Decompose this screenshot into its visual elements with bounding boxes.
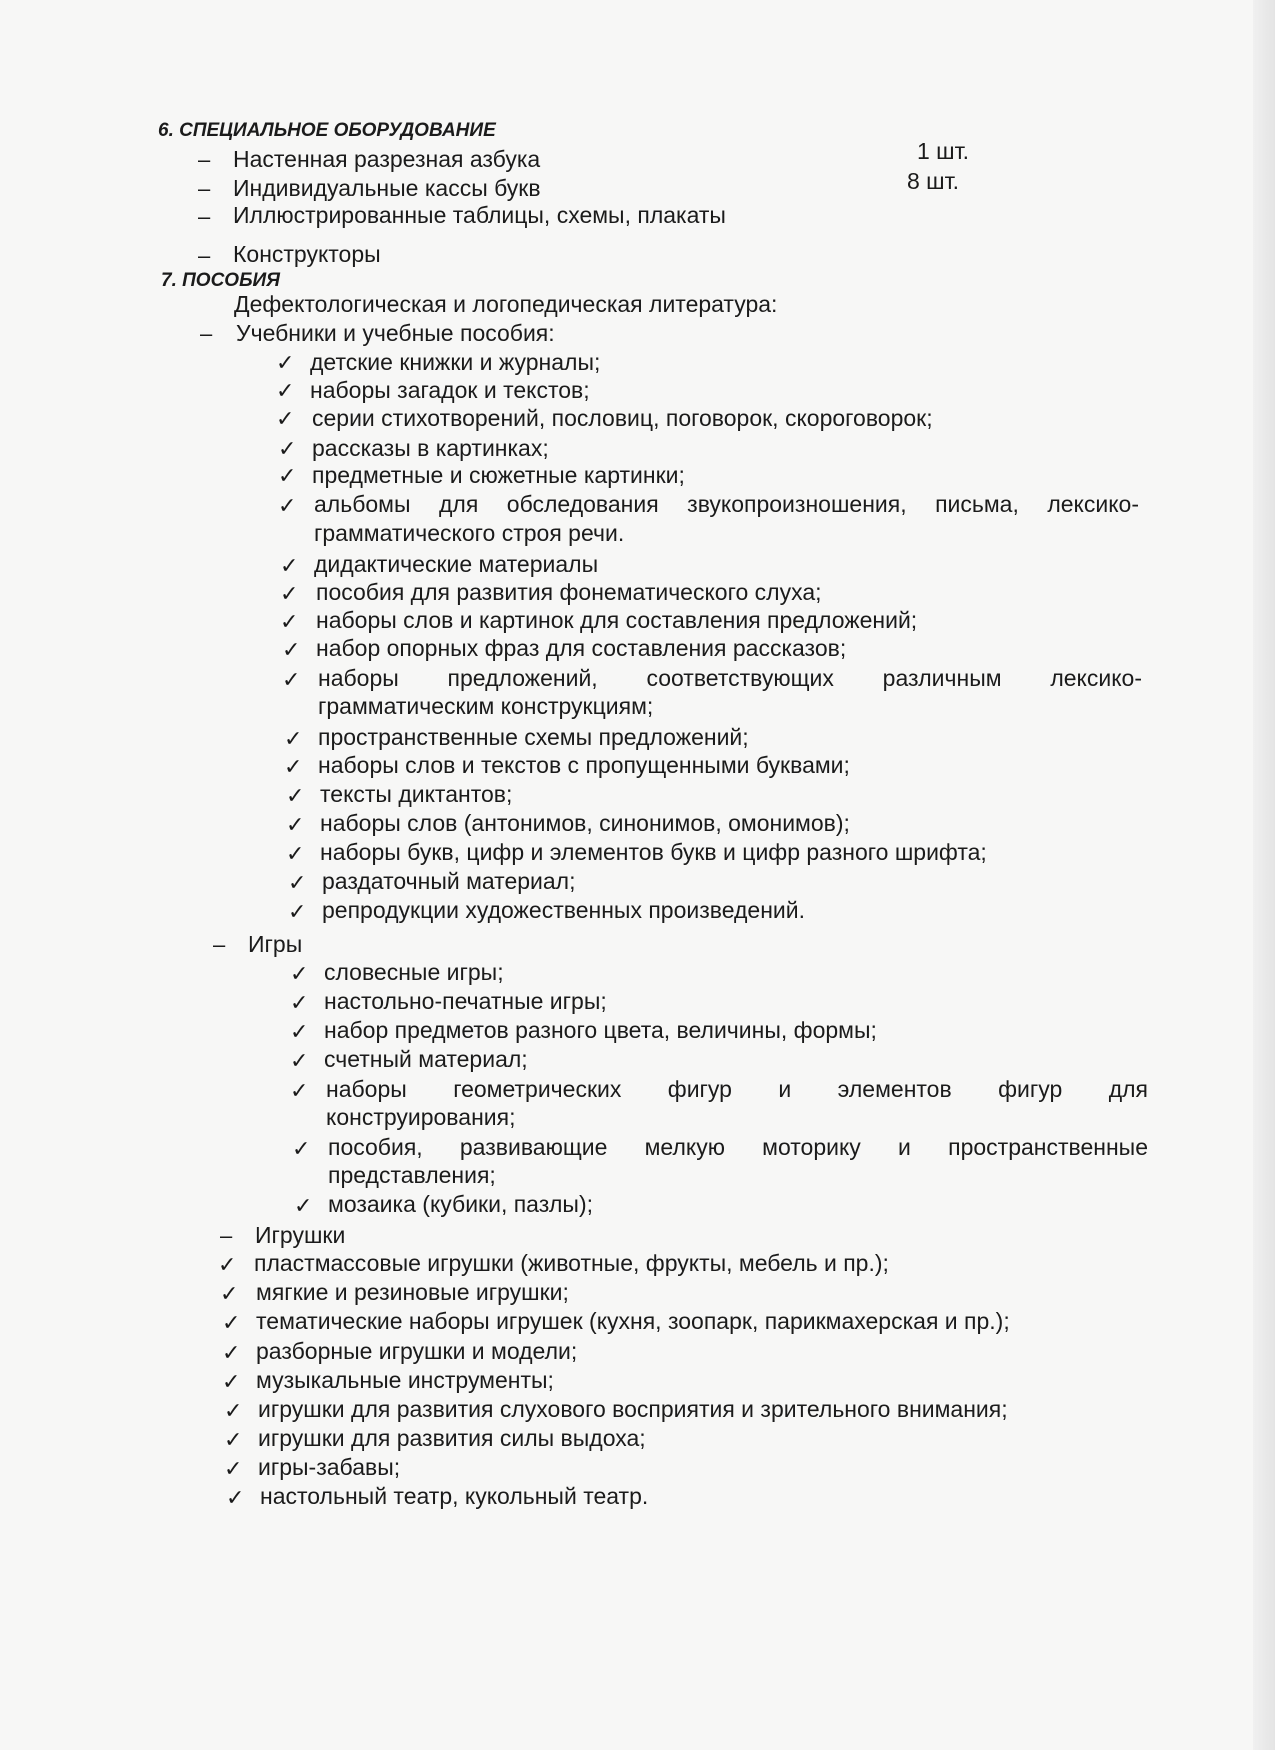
toy-item: мягкие и резиновые игрушки; — [256, 1279, 569, 1305]
textbook-item: репродукции художественных произведений. — [322, 897, 806, 923]
textbook-item: наборы слов (антонимов, синонимов, омонимов); — [320, 810, 850, 836]
check-bullet: ✓ — [282, 667, 301, 692]
check-bullet: ✓ — [286, 841, 305, 866]
textbook-item: рассказы в картинках; — [312, 435, 549, 461]
game-item: пособия, развивающие мелкую моторику и пространственные — [328, 1134, 1148, 1160]
toy-item: настольный театр, кукольный театр. — [260, 1483, 649, 1509]
game-item-continuation: представления; — [328, 1162, 496, 1188]
game-item: словесные игры; — [324, 959, 504, 985]
textbook-item: набор опорных фраз для составления рассказов; — [316, 635, 847, 661]
dash-bullet: – — [200, 321, 213, 346]
textbook-item: раздаточный материал; — [322, 868, 576, 894]
dash-bullet: – — [198, 176, 211, 201]
textbook-item: наборы слов и картинок для составления предложений; — [316, 607, 918, 633]
game-item: наборы геометрических фигур и элементов фигур для — [326, 1076, 1148, 1102]
textbook-item: альбомы для обследования звукопроизношения, письма, лексико- — [314, 491, 1139, 517]
check-bullet: ✓ — [222, 1340, 241, 1365]
game-item-continuation: конструирования; — [326, 1104, 516, 1130]
dash-bullet: – — [198, 204, 211, 229]
check-bullet: ✓ — [222, 1310, 241, 1335]
toy-item: игры-забавы; — [258, 1454, 401, 1480]
check-bullet: ✓ — [224, 1398, 243, 1423]
check-bullet: ✓ — [278, 436, 297, 461]
textbook-item: пространственные схемы предложений; — [318, 724, 749, 750]
dash-bullet: – — [213, 932, 226, 957]
check-bullet: ✓ — [290, 1048, 309, 1073]
check-bullet: ✓ — [218, 1252, 237, 1277]
equipment-qty: 1 шт. — [917, 138, 970, 164]
check-bullet: ✓ — [226, 1485, 245, 1510]
check-bullet: ✓ — [280, 553, 299, 578]
check-bullet: ✓ — [276, 350, 295, 375]
check-bullet: ✓ — [282, 637, 301, 662]
check-bullet: ✓ — [288, 899, 307, 924]
textbook-item: дидактические материалы — [314, 551, 599, 577]
equipment-item: Индивидуальные кассы букв — [233, 175, 541, 201]
toy-item: тематические наборы игрушек (кухня, зоопарк, парикмахерская и пр.); — [256, 1308, 1010, 1334]
toy-item: пластмассовые игрушки (животные, фрукты, мебель и пр.); — [254, 1250, 889, 1276]
check-bullet: ✓ — [280, 581, 299, 606]
check-bullet: ✓ — [284, 726, 303, 751]
equipment-item: Настенная разрезная азбука — [233, 146, 541, 172]
check-bullet: ✓ — [224, 1456, 243, 1481]
textbook-item: тексты диктантов; — [320, 781, 513, 807]
check-bullet: ✓ — [276, 378, 295, 403]
textbook-item-continuation: грамматического строя речи. — [314, 520, 625, 546]
textbook-item: наборы слов и текстов с пропущенными буквами; — [318, 752, 850, 778]
equipment-item: Конструкторы — [233, 241, 381, 267]
check-bullet: ✓ — [278, 493, 297, 518]
check-bullet: ✓ — [292, 1136, 311, 1161]
textbook-item: серии стихотворений, пословиц, поговорок, скороговорок; — [312, 405, 933, 431]
game-item: счетный материал; — [324, 1046, 528, 1072]
dash-bullet: – — [220, 1223, 233, 1248]
check-bullet: ✓ — [286, 783, 305, 808]
equipment-qty: 8 шт. — [907, 168, 960, 194]
check-bullet: ✓ — [220, 1281, 239, 1306]
section-6-title: 6. СПЕЦИАЛЬНОЕ ОБОРУДОВАНИЕ — [158, 120, 496, 141]
textbook-item: наборы букв, цифр и элементов букв и цифр разного шрифта; — [320, 839, 987, 865]
dash-bullet: – — [198, 243, 211, 268]
page-edge-shadow — [1253, 0, 1275, 1750]
check-bullet: ✓ — [224, 1427, 243, 1452]
toy-item: игрушки для развития силы выдоха; — [258, 1425, 646, 1451]
check-bullet: ✓ — [286, 812, 305, 837]
check-bullet: ✓ — [294, 1193, 313, 1218]
game-item: настольно-печатные игры; — [324, 988, 607, 1014]
textbook-item-continuation: грамматическим конструкциям; — [318, 693, 654, 719]
toys-label: Игрушки — [255, 1222, 346, 1248]
check-bullet: ✓ — [278, 463, 297, 488]
section-7-intro: Дефектологическая и логопедическая литература: — [234, 291, 778, 317]
textbook-item: наборы загадок и текстов; — [310, 377, 590, 403]
check-bullet: ✓ — [280, 609, 299, 634]
toy-item: музыкальные инструменты; — [256, 1367, 554, 1393]
textbook-item: наборы предложений, соответствующих различным лексико- — [318, 665, 1142, 691]
textbook-item: детские книжки и журналы; — [310, 349, 601, 375]
toy-item: игрушки для развития слухового восприятия и зрительного внимания; — [258, 1396, 1008, 1422]
game-item: набор предметов разного цвета, величины, формы; — [324, 1017, 877, 1043]
textbook-item: пособия для развития фонематического слуха; — [316, 579, 822, 605]
game-item: мозаика (кубики, пазлы); — [328, 1191, 594, 1217]
section-7-title: 7. ПОСОБИЯ — [161, 270, 281, 291]
toy-item: разборные игрушки и модели; — [256, 1338, 578, 1364]
check-bullet: ✓ — [290, 1078, 309, 1103]
check-bullet: ✓ — [290, 990, 309, 1015]
check-bullet: ✓ — [288, 870, 307, 895]
check-bullet: ✓ — [290, 961, 309, 986]
dash-bullet: – — [198, 147, 211, 172]
textbook-item: предметные и сюжетные картинки; — [312, 462, 685, 488]
textbooks-label: Учебники и учебные пособия: — [236, 320, 555, 346]
games-label: Игры — [248, 931, 303, 957]
check-bullet: ✓ — [290, 1019, 309, 1044]
check-bullet: ✓ — [222, 1369, 241, 1394]
check-bullet: ✓ — [276, 406, 295, 431]
check-bullet: ✓ — [284, 754, 303, 779]
equipment-item: Иллюстрированные таблицы, схемы, плакаты — [233, 202, 726, 228]
